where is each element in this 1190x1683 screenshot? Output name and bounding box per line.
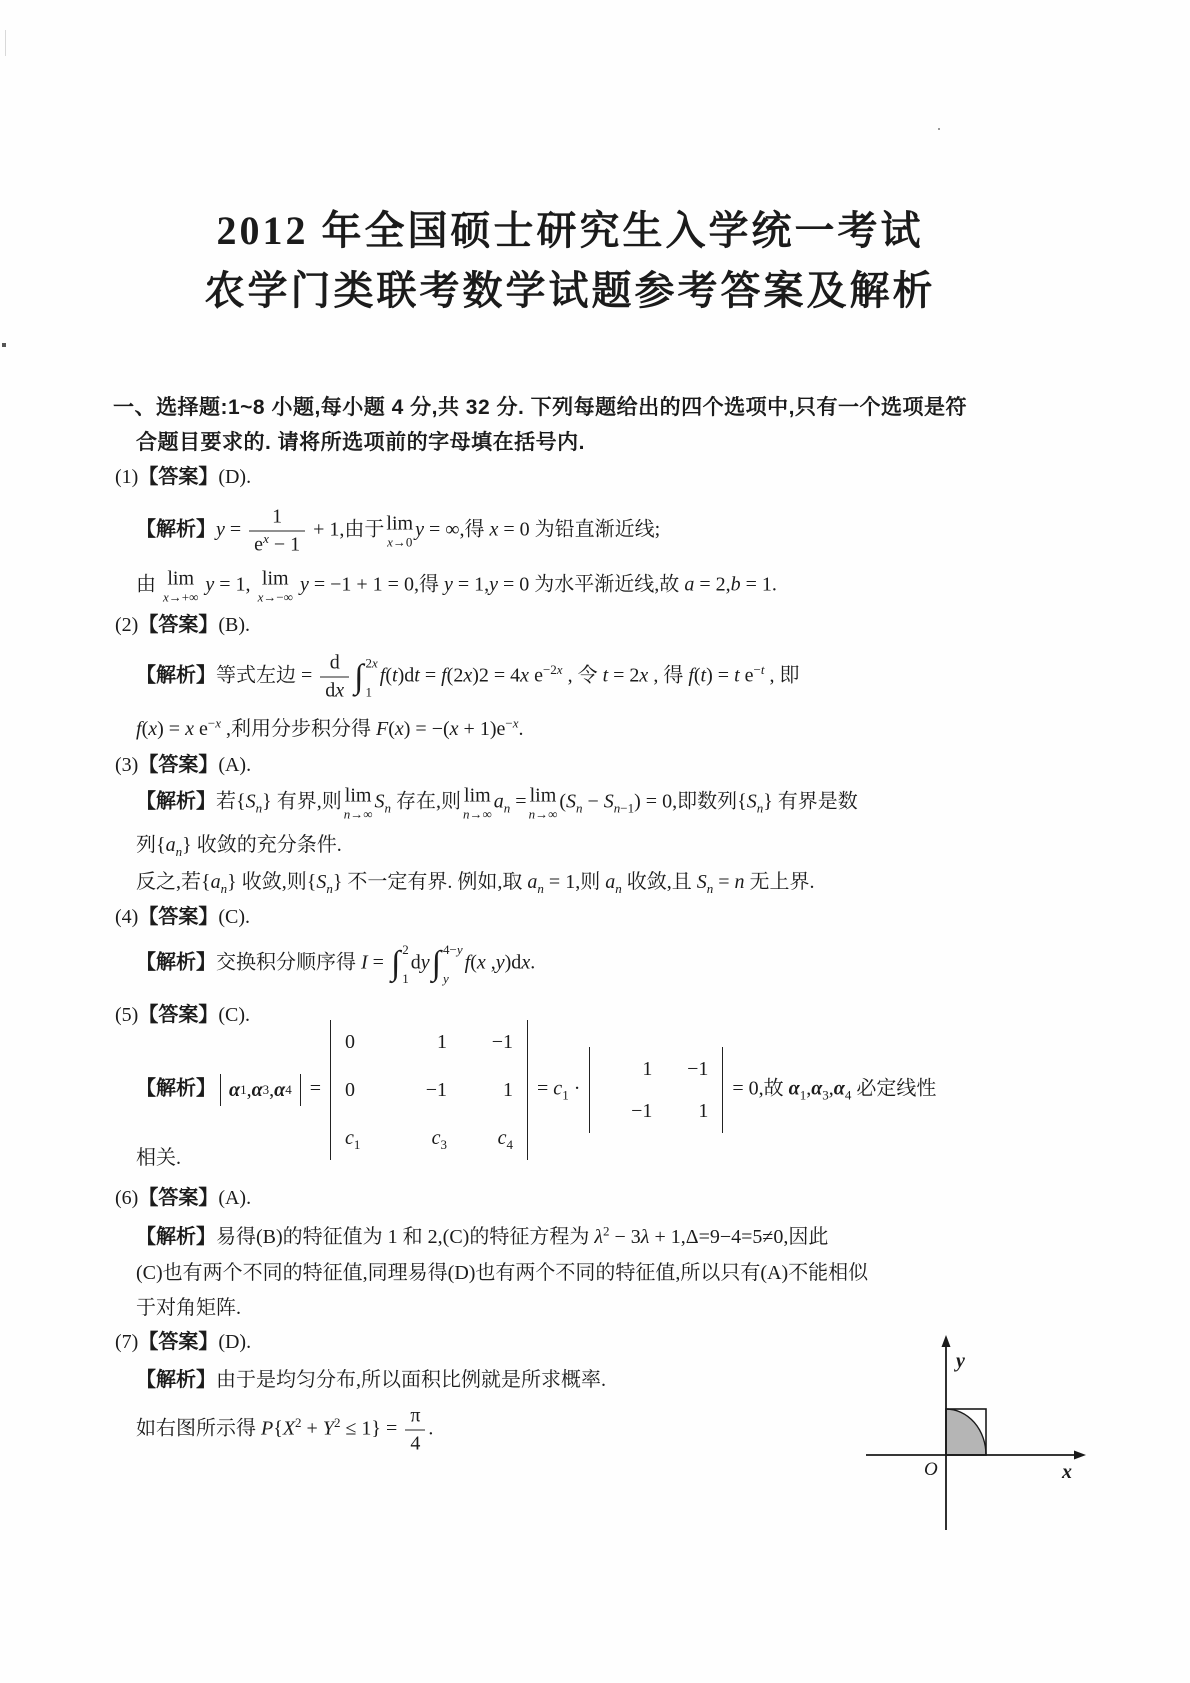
q7-solution-line2: 如右图所示得 $P\{X^2 + Y^2 \le 1\}$ = $\frac{\pi}{4}$ . bbox=[136, 1404, 434, 1455]
q6-solution-line2: (C)也有两个不同的特征值,同理易得(D)也有两个不同的特征值,所以只有(A)不能相似 bbox=[136, 1262, 869, 1284]
section-header-line2: 合题目要求的. 请将所选项前的字母填在括号内. bbox=[136, 431, 586, 454]
q4-answer: (4)【答案】(C). bbox=[115, 906, 250, 928]
q7-answer: (7)【答案】(D). bbox=[115, 1331, 252, 1353]
q4-solution-line1: 【解析】交换积分顺序得 I = ∫ 2 1 dy∫ 4−y y f(x ,y)dx. bbox=[136, 942, 536, 986]
q5-solution-line1: 【解析】 α 1 , α 3 , α 4 = 0 1 −1 0 −1 1 $c_1$ $c_3$ $c_4$ = $c_1$ · 1 −1 −1 1 = 0,故 $\alpha_1,\alpha_3,\alpha_4$ 必定线性 bbox=[136, 1020, 936, 1160]
q2-solution-line1: 【解析】等式左边 = $\frac{d}{dx}$ ∫ 2x 1 f(t)dt = f(2x)2 = 4x $e^{-2x}$ , 令 t = 2x , 得 f(t) = t $e^{-t}$ , 即 bbox=[136, 651, 800, 702]
x-axis-label: x bbox=[1062, 1461, 1072, 1483]
scan-artifact bbox=[2, 343, 6, 347]
q6-solution-line3: 于对角矩阵. bbox=[136, 1297, 241, 1319]
q5-solution-line2: 相关. bbox=[136, 1147, 181, 1169]
q3-solution-line2: 列$\{a_n\}$ 收敛的充分条件. bbox=[136, 834, 342, 859]
page-title-line2: 农学门类联考数学试题参考答案及解析 bbox=[204, 268, 936, 313]
q2-answer: (2)【答案】(B). bbox=[115, 614, 250, 636]
q6-solution-line1: 【解析】易得(B)的特征值为 1 和 2,(C)的特征方程为 $\lambda^2 - 3\lambda + 1,\Delta=9-4=5\ne 0$,因此 bbox=[136, 1223, 829, 1248]
scan-artifact bbox=[938, 128, 940, 130]
q5-answer: (5)【答案】(C). bbox=[115, 1004, 250, 1026]
y-axis-label: y bbox=[956, 1350, 965, 1372]
x-axis-arrowhead bbox=[1074, 1451, 1086, 1460]
y-axis-arrowhead bbox=[942, 1335, 951, 1347]
q7-solution-line1: 【解析】由于是均匀分布,所以面积比例就是所求概率. bbox=[136, 1369, 606, 1391]
quarter-circle-shaded-region bbox=[946, 1409, 986, 1455]
origin-label: O bbox=[924, 1459, 938, 1480]
q3-solution-line3: 反之,若$\{a_n\}$ 收敛,则$\{S_n\}$ 不一定有界. 例如,取 $a_n = 1$,则 $a_n$ 收敛,且 $S_n = n$ 无上界. bbox=[136, 871, 815, 896]
page-title-line1: 2012 年全国硕士研究生入学统一考试 bbox=[216, 208, 924, 253]
section-header-line1: 一、选择题:1~8 小题,每小题 4 分,共 32 分. 下列每题给出的四个选项中,只有一个选项是符 bbox=[113, 396, 967, 419]
q7-figure bbox=[862, 1333, 1094, 1537]
q2-solution-line2: f(x) = x $e^{-x}$ ,利用分步积分得 $F(x) = -(x + 1)e^{-x}$. bbox=[136, 715, 524, 740]
q3-answer: (3)【答案】(A). bbox=[115, 754, 252, 776]
q6-answer: (6)【答案】(A). bbox=[115, 1187, 252, 1209]
q1-answer: (1)【答案】(D). bbox=[115, 466, 252, 488]
q1-solution-line2: 由 lim x→+∞ y = 1, lim x→−∞ y = −1 + 1 = 0,得 y = 1,y = 0 为水平渐近线,故 a = 2,b = 1. bbox=[136, 567, 777, 605]
q1-solution-line1: 【解析】y = $\frac{1}{e^x - 1}$ + 1,由于 lim x→0 y = ∞,得 x = 0 为铅直渐近线; bbox=[136, 505, 661, 556]
q3-solution-line1: 【解析】若$\{S_n\}$ 有界,则 lim n→∞ $S_n$ 存在,则 lim n→∞ $a_n$ = lim n→∞ $(S_n - S_{n-1}) = 0$,即数列$\{S_n\}$ 有界是数 bbox=[136, 784, 858, 822]
scan-artifact bbox=[5, 30, 6, 56]
